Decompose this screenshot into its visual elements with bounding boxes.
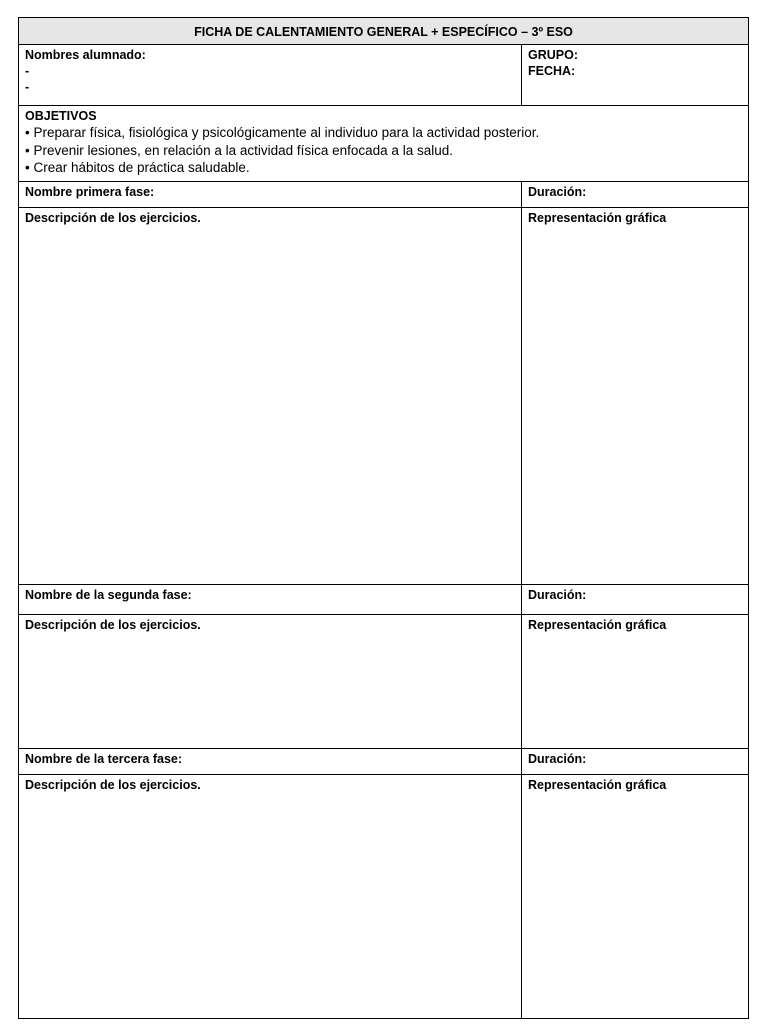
- phase-2-body-row: [19, 615, 748, 749]
- warmup-worksheet-table: [18, 17, 749, 1019]
- student-name-dash-2: -: [25, 80, 30, 94]
- phase-1-duration-label[interactable]: Duración:: [528, 185, 587, 199]
- title-row: [19, 18, 748, 45]
- phase-3-body-row: [19, 775, 748, 1018]
- objectives-cell: [19, 106, 748, 181]
- phase-2-description-area[interactable]: Descripción de los ejercicios.: [19, 615, 522, 748]
- student-names-cell[interactable]: [19, 45, 522, 105]
- objectives-row: [19, 106, 748, 182]
- phase-3-graphic-area[interactable]: Representación gráfica: [528, 778, 667, 792]
- phase-2-name-label[interactable]: Nombre de la segunda fase:: [19, 585, 522, 614]
- worksheet-title: FICHA DE CALENTAMIENTO GENERAL + ESPECÍFICO – 3º ESO: [19, 18, 748, 44]
- date-label: FECHA:: [528, 64, 576, 78]
- phase-2-graphic-area[interactable]: Representación gráfica: [528, 618, 667, 632]
- phase-1-body-row: [19, 208, 748, 585]
- objective-item-3: • Crear hábitos de práctica saludable.: [25, 160, 250, 175]
- student-info-row: [19, 45, 748, 106]
- group-label: GRUPO:: [528, 48, 578, 62]
- phase-1-name-label[interactable]: Nombre primera fase:: [19, 182, 522, 207]
- objective-item-2: • Prevenir lesiones, en relación a la actividad física enfocada a la salud.: [25, 142, 453, 158]
- phase-2-header-row: [19, 585, 748, 615]
- objectives-heading: OBJETIVOS: [25, 109, 97, 123]
- phase-3-name-label[interactable]: Nombre de la tercera fase:: [19, 749, 522, 774]
- objective-item-1: • Preparar física, fisiológica y psicológicamente al individuo para la actividad posterior.: [25, 125, 540, 140]
- student-name-dash-1: -: [25, 64, 30, 78]
- phase-1-header-row: [19, 182, 748, 208]
- group-date-cell[interactable]: [522, 45, 748, 105]
- student-names-label: Nombres alumnado:: [25, 48, 146, 62]
- phase-3-header-row: [19, 749, 748, 775]
- phase-1-graphic-area[interactable]: Representación gráfica: [528, 211, 667, 225]
- phase-2-duration-label[interactable]: Duración:: [528, 588, 587, 602]
- phase-1-description-area[interactable]: Descripción de los ejercicios.: [19, 208, 522, 584]
- phase-3-duration-label[interactable]: Duración:: [528, 752, 587, 766]
- phase-3-description-area[interactable]: Descripción de los ejercicios.: [19, 775, 522, 1018]
